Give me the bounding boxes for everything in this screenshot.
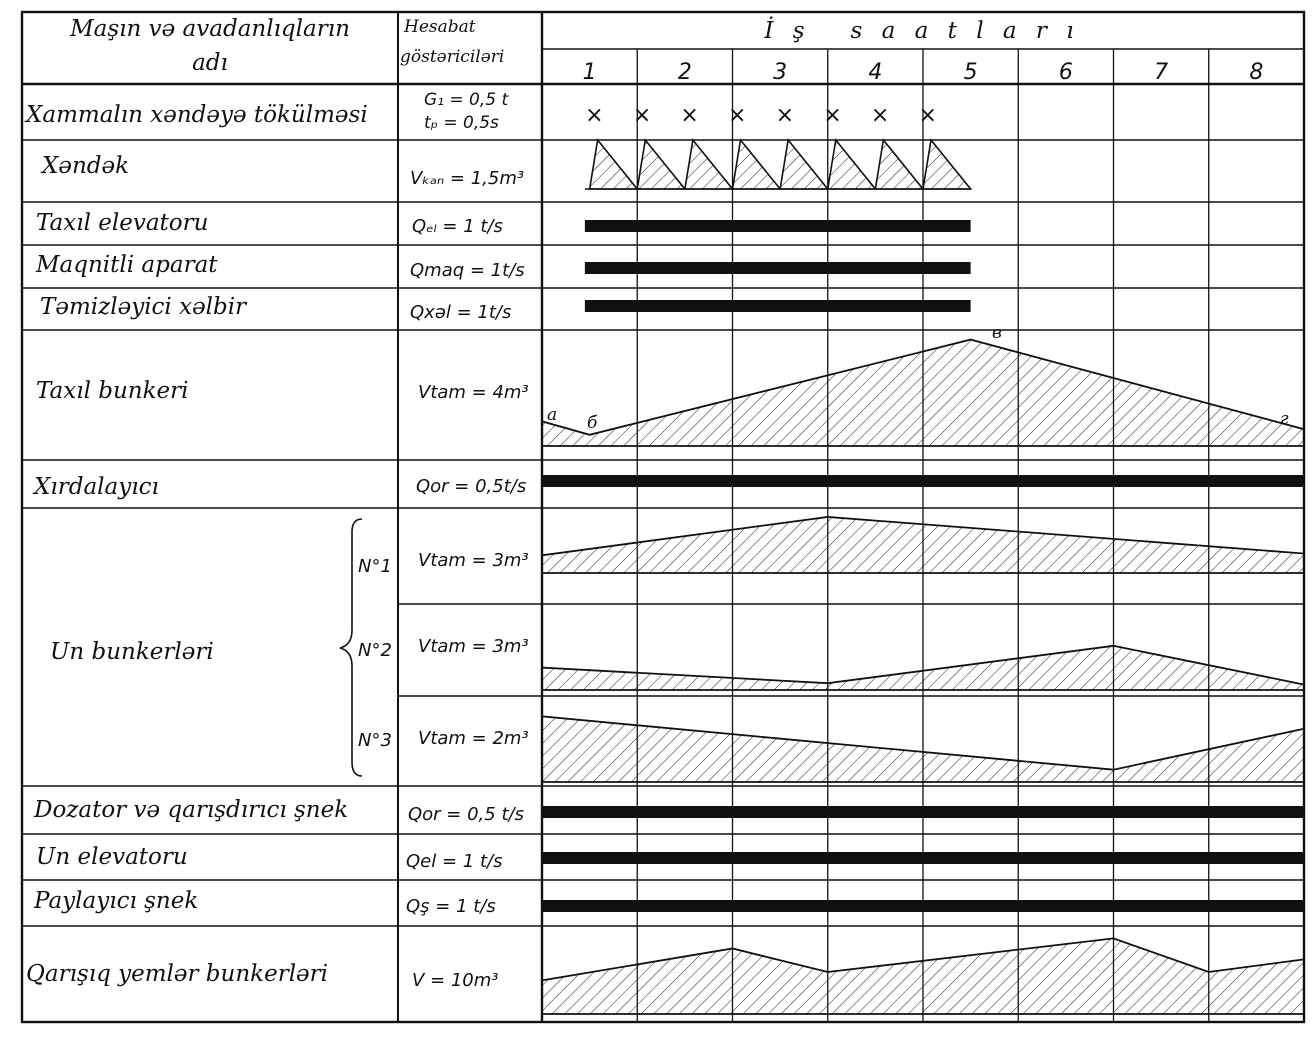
hour-label: 6 bbox=[1058, 60, 1073, 85]
work-bar bbox=[542, 852, 1304, 864]
row-name-flour-bunkers: Un bunkerləri bbox=[50, 639, 214, 665]
trench-tooth bbox=[590, 140, 638, 189]
sub-label-n1: N°1 bbox=[358, 556, 392, 577]
dump-mark: × bbox=[585, 103, 604, 128]
trench-tooth bbox=[685, 140, 733, 189]
row-name-mixed-feed-bunkers: Qarışıq yemlər bunkerləri bbox=[26, 961, 329, 987]
work-bar bbox=[542, 806, 1304, 818]
sub-label-n3: N°3 bbox=[358, 730, 392, 751]
point-label-g: г bbox=[1280, 409, 1289, 429]
param-sieve: Qxəl = 1t/s bbox=[410, 302, 512, 323]
row-name-cleaning-sieve: Təmizləyici xəlbir bbox=[40, 294, 247, 320]
param-mixed-feed: V = 10m³ bbox=[412, 970, 499, 991]
dump-mark: × bbox=[632, 103, 652, 128]
trench-tooth bbox=[733, 140, 781, 189]
param-distribution: Qş = 1 t/s bbox=[406, 896, 496, 917]
point-label-v: в bbox=[992, 323, 1002, 343]
header-col1-line1: Maşın və avadanlıqların bbox=[70, 16, 350, 42]
trench-tooth bbox=[828, 140, 876, 189]
hour-label: 8 bbox=[1249, 60, 1264, 85]
trench-tooth bbox=[875, 140, 923, 189]
level-polygon bbox=[542, 517, 1304, 573]
row-name-magnetic-apparatus: Maqnitli aparat bbox=[36, 252, 218, 278]
dump-mark: × bbox=[728, 103, 747, 128]
header-col2-line1: Hesabat bbox=[404, 17, 476, 37]
header-col1-line2: adı bbox=[192, 50, 228, 76]
row-name-flour-elevator: Un elevatoru bbox=[36, 844, 188, 870]
header-col2-line2: göstəriciləri bbox=[400, 47, 505, 67]
param-dump-g1: G₁ = 0,5 t bbox=[424, 90, 509, 110]
row-name-dumping: Xammalın xəndəyə tökülməsi bbox=[26, 102, 368, 128]
row-name-grain-elevator: Taxıl elevatoru bbox=[36, 210, 209, 236]
dump-mark: × bbox=[918, 103, 937, 128]
hour-label: 1 bbox=[582, 60, 597, 85]
param-flour-n1: Vtam = 3m³ bbox=[418, 550, 529, 571]
param-grain-bunker: Vtam = 4m³ bbox=[418, 382, 529, 403]
dump-mark: × bbox=[870, 103, 890, 128]
work-bar bbox=[542, 900, 1304, 912]
dump-mark: × bbox=[680, 103, 699, 128]
dump-mark: × bbox=[823, 103, 842, 128]
work-bar bbox=[585, 220, 971, 232]
hour-label: 3 bbox=[773, 60, 788, 85]
trench-tooth bbox=[637, 140, 685, 189]
level-polygon bbox=[542, 340, 1304, 446]
point-label-a: a bbox=[547, 405, 558, 425]
trench-tooth bbox=[923, 140, 971, 189]
row-name-grain-bunker: Taxıl bunkeri bbox=[36, 378, 189, 404]
row-name-distribution-auger: Paylayıcı şnek bbox=[34, 888, 199, 914]
row-name-dosing-auger: Dozator və qarışdırıcı şnek bbox=[34, 797, 349, 823]
param-crusher: Qor = 0,5t/s bbox=[416, 476, 527, 497]
param-magnetic: Qmaq = 1t/s bbox=[410, 260, 525, 281]
sub-label-n2: N°2 bbox=[358, 640, 392, 661]
hour-label: 7 bbox=[1154, 60, 1169, 85]
row-name-crusher: Xırdalayıcı bbox=[34, 474, 159, 500]
trench-tooth bbox=[780, 140, 828, 189]
hour-label: 2 bbox=[677, 60, 692, 85]
point-label-b: б bbox=[587, 413, 598, 433]
hours-title: İ ş s a a t l a r ı bbox=[764, 18, 1080, 44]
work-bar bbox=[585, 300, 971, 312]
row-name-trench: Xəndək bbox=[42, 153, 130, 179]
param-dump-tp: tₚ = 0,5s bbox=[424, 113, 499, 133]
hour-label: 5 bbox=[963, 60, 978, 85]
work-bar bbox=[542, 475, 1304, 487]
work-bar bbox=[585, 262, 971, 274]
param-grain-elevator: Qₑₗ = 1 t/s bbox=[412, 216, 503, 237]
param-trench: Vₖₐₙ = 1,5m³ bbox=[410, 168, 525, 189]
param-flour-n3: Vtam = 2m³ bbox=[418, 728, 529, 749]
dump-mark: × bbox=[775, 103, 795, 128]
param-flour-elevator: Qel = 1 t/s bbox=[406, 851, 503, 872]
param-flour-n2: Vtam = 3m³ bbox=[418, 636, 529, 657]
hour-label: 4 bbox=[868, 60, 883, 85]
param-dosing: Qor = 0,5 t/s bbox=[408, 804, 524, 825]
